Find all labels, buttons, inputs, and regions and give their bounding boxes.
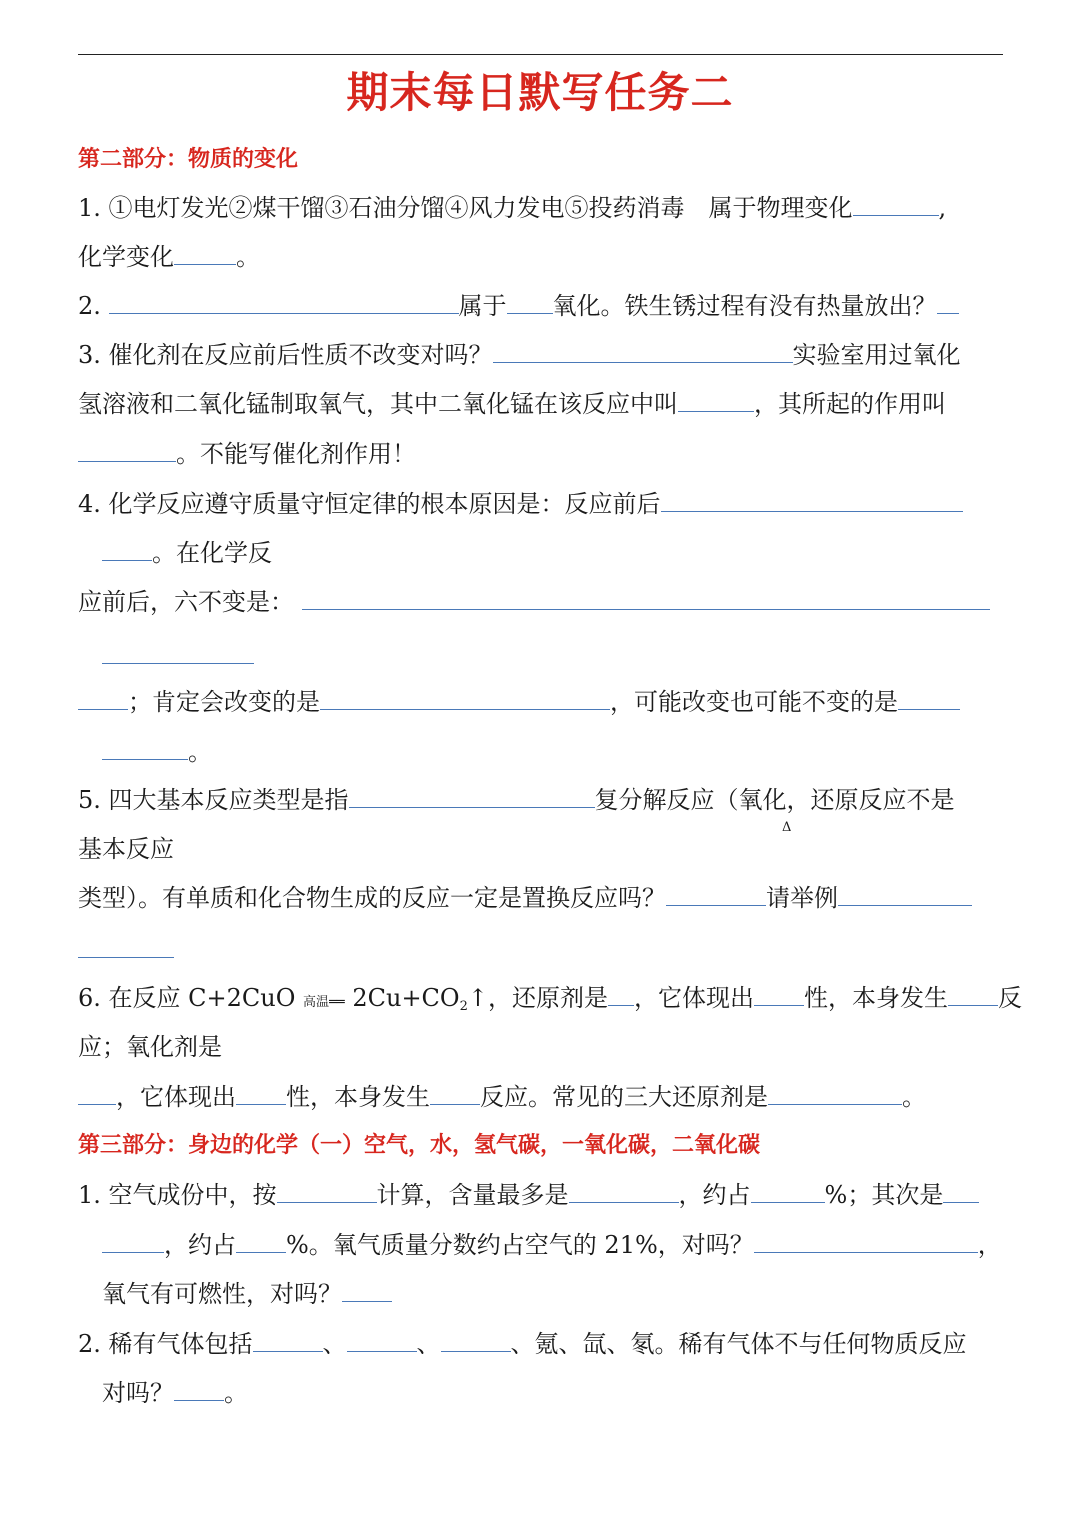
section-heading-part3: 第三部分：身边的化学（一）空气，水，氢气碳，一氧化碳，二氧化碳 bbox=[78, 1133, 761, 1158]
answer-blank[interactable] bbox=[943, 1180, 979, 1203]
answer-blank[interactable] bbox=[236, 1230, 286, 1253]
question-6-cont2: ，它体现出 性，本身发生 反应。常见的三大还原剂是 。 bbox=[78, 1079, 926, 1115]
answer-blank[interactable] bbox=[678, 389, 754, 412]
question-4-cont: 。在化学反 bbox=[102, 535, 272, 571]
question-5-cont3 bbox=[78, 932, 174, 968]
p3-question-1-cont: ，约占 %。氧气质量分数约占空气的 21%，对吗？ ， bbox=[102, 1227, 1002, 1263]
answer-blank[interactable] bbox=[666, 883, 766, 906]
answer-blank[interactable] bbox=[102, 641, 254, 664]
answer-blank[interactable] bbox=[174, 242, 236, 265]
answer-blank[interactable] bbox=[569, 1180, 679, 1203]
p3-question-2-cont: 对吗？ 。 bbox=[102, 1379, 248, 1407]
question-5-cont: 基本反应 bbox=[78, 835, 174, 863]
question-4-cont5: 。 bbox=[102, 734, 212, 770]
answer-blank[interactable] bbox=[320, 687, 610, 710]
question-4-cont2: 应前后，六不变是： bbox=[78, 584, 990, 620]
answer-blank[interactable] bbox=[253, 1329, 323, 1352]
answer-blank[interactable] bbox=[507, 291, 553, 314]
page-title: 期末每日默写任务二 bbox=[346, 68, 734, 117]
answer-blank[interactable] bbox=[754, 983, 804, 1006]
answer-blank[interactable] bbox=[751, 1180, 825, 1203]
question-5: 5. 四大基本反应类型是指 复分解反应（氧化，还原反应不是 bbox=[78, 786, 955, 814]
question-4: 4. 化学反应遵守质量守恒定律的根本原因是：反应前后 bbox=[78, 486, 963, 522]
question-1-cont: 化学变化 。 bbox=[78, 243, 260, 271]
answer-blank[interactable] bbox=[898, 687, 960, 710]
p3-question-2: 2. 稀有气体包括 、 、 、氪、氙、氡。稀有气体不与任何物质反应 bbox=[78, 1330, 967, 1358]
p3-question-1-cont2: 氧气有可燃性，对吗？ bbox=[102, 1276, 392, 1312]
answer-blank[interactable] bbox=[754, 1230, 978, 1253]
question-3-cont: 氢溶液和二氧化锰制取氧气，其中二氧化锰在该反应中叫 ，其所起的作用叫 bbox=[78, 390, 946, 418]
answer-blank[interactable] bbox=[102, 538, 152, 561]
answer-blank[interactable] bbox=[349, 785, 595, 808]
answer-blank[interactable] bbox=[608, 983, 634, 1006]
answer-blank[interactable] bbox=[78, 687, 128, 710]
question-3-cont2: 。不能写催化剂作用！ bbox=[78, 436, 416, 472]
delta-symbol: Δ bbox=[782, 820, 792, 835]
answer-blank[interactable] bbox=[109, 291, 459, 314]
question-6-cont: 应；氧化剂是 bbox=[78, 1033, 222, 1061]
question-5-cont2: 类型）。有单质和化合物生成的反应一定是置换反应吗？ 请举例 bbox=[78, 880, 972, 916]
answer-blank[interactable] bbox=[430, 1082, 480, 1105]
answer-blank[interactable] bbox=[302, 587, 990, 610]
answer-blank[interactable] bbox=[342, 1279, 392, 1302]
answer-blank[interactable] bbox=[853, 193, 939, 216]
answer-blank[interactable] bbox=[236, 1082, 286, 1105]
section-heading-part2: 第二部分：物质的变化 bbox=[78, 147, 299, 172]
answer-blank[interactable] bbox=[102, 737, 188, 760]
answer-blank[interactable] bbox=[347, 1329, 417, 1352]
question-4-cont3 bbox=[102, 638, 254, 674]
answer-blank[interactable] bbox=[78, 1082, 116, 1105]
p3-question-1: 1. 空气成份中，按 计算，含量最多是 ，约占 %；其次是 bbox=[78, 1177, 979, 1213]
answer-blank[interactable] bbox=[102, 1230, 164, 1253]
top-rule bbox=[78, 54, 1003, 55]
answer-blank[interactable] bbox=[838, 883, 972, 906]
answer-blank[interactable] bbox=[937, 291, 959, 314]
question-6: 6. 在反应 C+2CuO 高温══ $2Cu+CO_2↑$，还原剂是 ，它体现出 性，本身发生 反 bbox=[78, 984, 1022, 1014]
answer-blank[interactable] bbox=[768, 1082, 902, 1105]
answer-blank[interactable] bbox=[441, 1329, 511, 1352]
question-3: 3. 催化剂在反应前后性质不改变对吗？ 实验室用过氧化 bbox=[78, 341, 961, 369]
answer-blank[interactable] bbox=[174, 1378, 224, 1401]
question-4-cont4: ；肯定会改变的是 ，可能改变也可能不变的是 bbox=[78, 684, 960, 720]
answer-blank[interactable] bbox=[493, 340, 793, 363]
answer-blank[interactable] bbox=[948, 983, 998, 1006]
answer-blank[interactable] bbox=[277, 1180, 377, 1203]
question-1: 1. ①电灯发光②煤干馏③石油分馏④风力发电⑤投药消毒 属于物理变化 , bbox=[78, 194, 947, 222]
answer-blank[interactable] bbox=[661, 489, 963, 512]
reaction-condition: 高温 bbox=[303, 995, 330, 1010]
answer-blank[interactable] bbox=[78, 439, 176, 462]
answer-blank[interactable] bbox=[78, 935, 174, 958]
question-2: 2. 属于 氧化。铁生锈过程有没有热量放出？ bbox=[78, 288, 959, 324]
